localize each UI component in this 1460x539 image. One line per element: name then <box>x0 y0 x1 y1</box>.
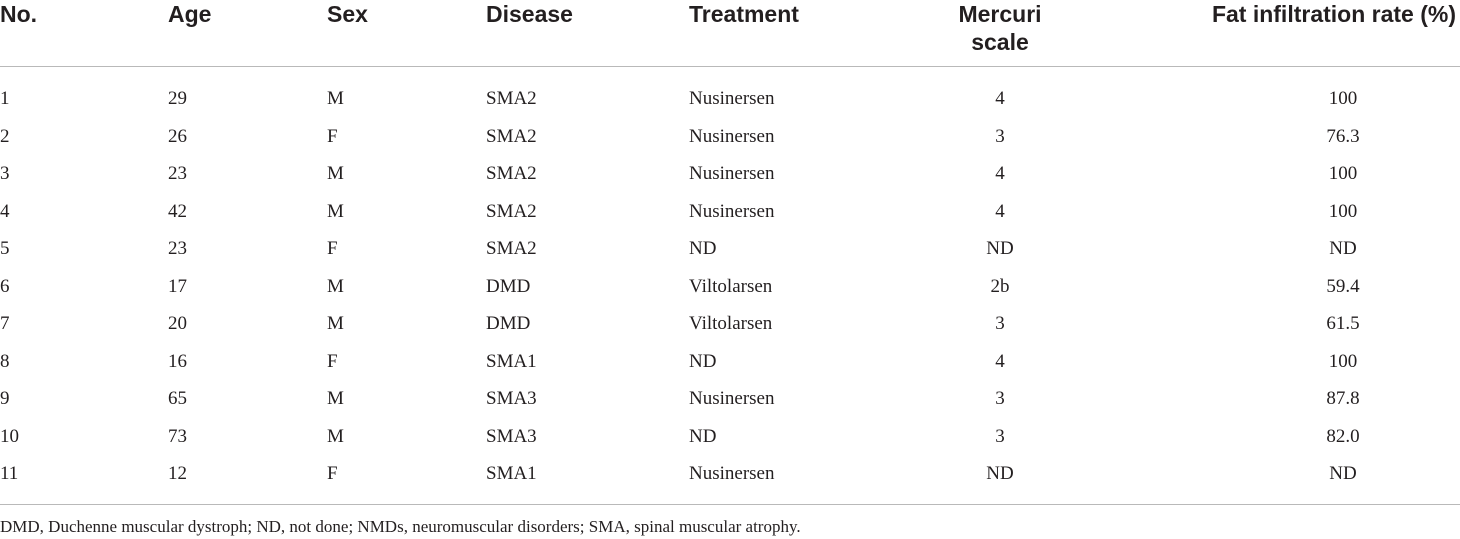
cell-sex: F <box>327 463 338 484</box>
cell-fat-infiltration: 100 <box>1328 200 1358 222</box>
cell-disease: SMA2 <box>486 238 537 259</box>
cell-mercuri-scale: 3 <box>995 388 1005 409</box>
cell-treatment: Nusinersen <box>689 125 775 147</box>
cell-no: 4 <box>0 200 10 222</box>
bottom-rule <box>0 504 1460 505</box>
cell-fat-infiltration: 100 <box>1328 163 1358 184</box>
cell-mercuri-scale: 3 <box>995 125 1005 147</box>
cell-mercuri-scale: ND <box>986 463 1014 484</box>
cell-disease: SMA3 <box>486 425 537 447</box>
cell-sex: F <box>327 125 338 147</box>
cell-fat-infiltration: 100 <box>1328 350 1358 372</box>
cell-fat-infiltration: 61.5 <box>1326 313 1360 334</box>
cell-no: 10 <box>0 425 19 447</box>
cell-treatment: Nusinersen <box>689 200 775 222</box>
cell-age: 65 <box>168 388 187 409</box>
cell-no: 1 <box>0 88 10 109</box>
cell-treatment: Viltolarsen <box>689 313 773 334</box>
cell-treatment: Viltolarsen <box>689 275 773 297</box>
cell-no: 8 <box>0 350 10 372</box>
cell-sex: M <box>327 425 344 447</box>
header-fat-infiltration: Fat infiltration rate (%) <box>1211 1 1456 27</box>
header-rule <box>0 66 1460 67</box>
cell-sex: M <box>327 88 344 109</box>
cell-age: 16 <box>168 350 187 372</box>
cell-disease: SMA1 <box>486 350 537 372</box>
cell-no: 5 <box>0 238 10 259</box>
cell-fat-infiltration: 76.3 <box>1326 125 1360 147</box>
cell-no: 7 <box>0 313 10 334</box>
cell-age: 42 <box>168 200 187 222</box>
table-row <box>0 462 1460 499</box>
table-row <box>0 312 1460 349</box>
cell-sex: M <box>327 313 344 334</box>
cell-mercuri-scale: 4 <box>995 350 1005 372</box>
header-age: Age <box>168 1 212 27</box>
cell-disease: DMD <box>486 275 531 297</box>
cell-fat-infiltration: 100 <box>1328 88 1358 109</box>
cell-treatment: Nusinersen <box>689 388 775 409</box>
cell-mercuri-scale: 3 <box>995 313 1005 334</box>
cell-age: 73 <box>168 425 187 447</box>
cell-treatment: ND <box>689 425 717 447</box>
cell-treatment: Nusinersen <box>689 88 775 109</box>
cell-mercuri-scale: ND <box>986 238 1014 259</box>
header-sex: Sex <box>327 1 368 27</box>
table-row <box>0 350 1460 387</box>
cell-sex: F <box>327 238 338 259</box>
cell-disease: SMA2 <box>486 88 537 109</box>
cell-age: 20 <box>168 313 187 334</box>
cell-no: 9 <box>0 388 10 409</box>
cell-fat-infiltration: ND <box>1329 463 1357 484</box>
cell-age: 17 <box>168 275 187 297</box>
cell-sex: M <box>327 163 344 184</box>
cell-treatment: Nusinersen <box>689 163 775 184</box>
cell-no: 3 <box>0 163 10 184</box>
cell-age: 29 <box>168 88 187 109</box>
cell-disease: SMA3 <box>486 388 537 409</box>
cell-sex: F <box>327 350 338 372</box>
cell-age: 12 <box>168 463 187 484</box>
cell-disease: SMA2 <box>486 163 537 184</box>
header-disease: Disease <box>486 1 573 27</box>
cell-fat-infiltration: 87.8 <box>1326 388 1360 409</box>
cell-mercuri-scale: 3 <box>995 425 1005 447</box>
table-row <box>0 125 1460 162</box>
header-treatment: Treatment <box>689 1 799 27</box>
table-row <box>0 275 1460 312</box>
table-row <box>0 237 1460 274</box>
cell-disease: SMA1 <box>486 463 537 484</box>
table-row <box>0 387 1460 424</box>
cell-disease: DMD <box>486 313 531 334</box>
cell-fat-infiltration: 82.0 <box>1326 425 1360 447</box>
cell-age: 26 <box>168 125 187 147</box>
header-no: No. <box>0 1 38 27</box>
cell-mercuri-scale: 4 <box>995 200 1005 222</box>
cell-age: 23 <box>168 163 187 184</box>
cell-treatment: ND <box>689 238 717 259</box>
header-mercuri-scale <box>930 0 1070 56</box>
cell-treatment: ND <box>689 350 717 372</box>
table-row <box>0 87 1460 124</box>
table-row <box>0 425 1460 462</box>
cell-sex: M <box>327 388 344 409</box>
header-mercuri-line2: scale <box>971 29 1029 55</box>
cell-treatment: Nusinersen <box>689 463 775 484</box>
cell-no: 2 <box>0 125 10 147</box>
cell-fat-infiltration: 59.4 <box>1326 275 1360 297</box>
cell-mercuri-scale: 4 <box>995 88 1005 109</box>
cell-fat-infiltration: ND <box>1329 238 1357 259</box>
table-footnote: DMD, Duchenne muscular dystroph; ND, not done; NMDs, neuromuscular disorders; SMA, spinal muscular atrophy. <box>0 517 801 536</box>
cell-sex: M <box>327 200 344 222</box>
header-mercuri-line1: Mercuri <box>958 1 1042 27</box>
table-row <box>0 162 1460 199</box>
cell-no: 6 <box>0 275 10 297</box>
cell-age: 23 <box>168 238 187 259</box>
cell-mercuri-scale: 4 <box>995 163 1005 184</box>
cell-no: 11 <box>0 463 19 484</box>
cell-disease: SMA2 <box>486 125 537 147</box>
cell-sex: M <box>327 275 344 297</box>
table-row <box>0 200 1460 237</box>
cell-mercuri-scale: 2b <box>990 275 1010 297</box>
cell-disease: SMA2 <box>486 200 537 222</box>
